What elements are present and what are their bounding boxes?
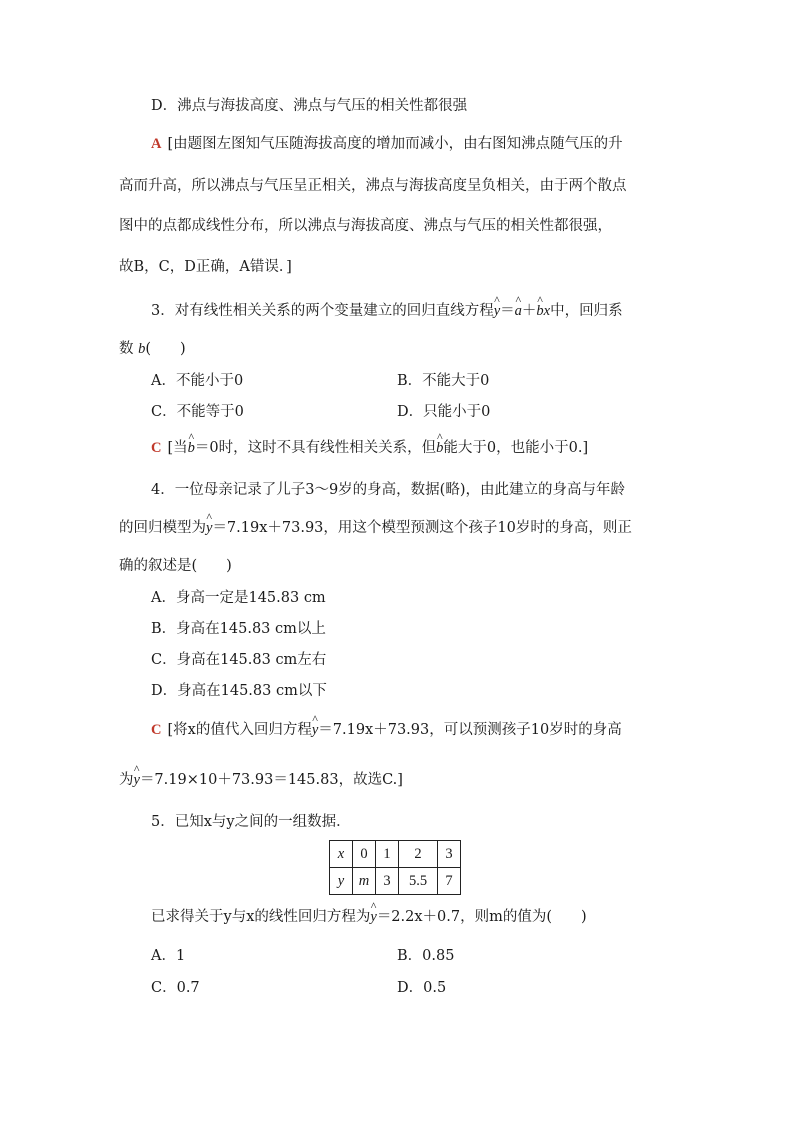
q3-a-hat: ^ a xyxy=(515,301,522,321)
q3-explanation-b2: ^ b xyxy=(436,438,443,458)
q4-stem-line1: 4．一位母亲记录了儿子3～9岁的身高，数据(略)，由此建立的身高与年龄 xyxy=(151,482,625,498)
q2-explanation-text1: [由题图左图知气压随海拔高度的增加而减小，由右图知沸点随气压的升 xyxy=(167,136,623,152)
q3-option-a: A．不能小于0 xyxy=(151,373,244,389)
q4-stem-line2-prefix: 的回归模型为 xyxy=(119,520,206,536)
q3-explanation-mid: ＝0时，这时不具有线性相关关系，但 xyxy=(194,440,437,456)
q3-y-hat: ^ y xyxy=(494,301,500,321)
q4-explanation-line2-y-hat: ^ y xyxy=(134,770,140,790)
q4-answer-letter: C xyxy=(151,722,162,738)
table-cell: 0 xyxy=(353,841,376,868)
table-cell: x xyxy=(330,841,353,868)
table-cell: m xyxy=(353,868,376,895)
q4-y-hat: ^ y xyxy=(206,518,212,538)
q4-stem-line2 xyxy=(119,518,632,538)
q5-option-a: A．1 xyxy=(151,948,186,964)
q5-option-c: C．0.7 xyxy=(151,980,200,996)
table-cell: 2 xyxy=(399,841,438,868)
q3-b-var: b xyxy=(138,341,146,357)
q4-option-a: A．身高一定是145.83 cm xyxy=(151,590,326,606)
q4-option-b: B．身高在145.83 cm以上 xyxy=(151,621,326,637)
q3-x: x xyxy=(543,303,551,319)
q3-explanation-prefix: [当 xyxy=(167,440,188,456)
q5-question-formula: ＝2.2x＋0.7，则m的值为( ) xyxy=(376,909,587,925)
q3-option-c: C．不能等于0 xyxy=(151,404,244,420)
table-cell: 7 xyxy=(438,868,461,895)
q3-explanation xyxy=(151,438,588,458)
q3-stem-suffix: 中，回归系 xyxy=(550,303,623,319)
q4-explanation-line2-formula: ＝7.19×10＋73.93＝145.83，故选C.] xyxy=(139,772,403,788)
q5-option-d: D．0.5 xyxy=(397,980,447,996)
q2-explanation-line4: 故B，C，D正确，A错误．] xyxy=(119,259,292,275)
q4-stem-line2-formula: ＝7.19x＋73.93，用这个模型预测这个孩子10岁时的身高，则正 xyxy=(212,520,632,536)
q3-stem-line2-prefix: 数 xyxy=(119,341,134,357)
q3-plus: ＋ xyxy=(521,303,537,319)
q2-explanation-line2: 高而升高，所以沸点与气压呈正相关，沸点与海拔高度呈负相关，由于两个散点 xyxy=(119,178,627,194)
q4-explanation-line2 xyxy=(119,770,403,790)
q3-explanation-b1: ^ b xyxy=(188,438,195,458)
q3-stem-line2 xyxy=(119,339,186,359)
q5-question-prefix: 已求得关于y与x的线性回归方程为 xyxy=(151,909,371,925)
q3-option-d: D．只能小于0 xyxy=(397,404,491,420)
q5-y-hat: ^ y xyxy=(370,907,376,927)
q3-stem-line2-suffix: ( ) xyxy=(145,341,186,357)
q2-explanation-line3: 图中的点都成线性分布，所以沸点与海拔高度、沸点与气压的相关性都很强， xyxy=(119,218,612,234)
q3-eq: ＝ xyxy=(500,303,515,319)
q4-explanation-y-hat: ^ y xyxy=(312,720,318,740)
table-cell: 3 xyxy=(438,841,461,868)
table-row xyxy=(330,868,461,895)
q5-option-b: B．0.85 xyxy=(397,948,455,964)
q5-stem: 5．已知x与y之间的一组数据． xyxy=(151,814,351,830)
q2-option-d: D．沸点与海拔高度、沸点与气压的相关性都很强 xyxy=(151,98,468,114)
q3-stem-line1 xyxy=(151,301,623,321)
q4-explanation-line2-prefix: 为 xyxy=(119,772,134,788)
q5-question xyxy=(151,907,587,927)
q3-option-b: B．不能大于0 xyxy=(397,373,490,389)
table-cell: 5.5 xyxy=(399,868,438,895)
table-cell: 3 xyxy=(376,868,399,895)
q2-answer-letter: A xyxy=(151,136,162,152)
q4-explanation-line1 xyxy=(151,720,622,740)
q3-b-hat: ^ b xyxy=(536,301,543,321)
q4-explanation-prefix: [将x的值代入回归方程 xyxy=(167,722,312,738)
q3-stem-prefix: 3．对有线性相关关系的两个变量建立的回归直线方程 xyxy=(151,303,494,319)
q3-explanation-suffix: 能大于0，也能小于0.] xyxy=(443,440,589,456)
q4-stem-line3: 确的叙述是( ) xyxy=(119,558,232,574)
table-cell: y xyxy=(330,868,353,895)
table-row xyxy=(330,841,461,868)
q4-option-d: D．身高在145.83 cm以下 xyxy=(151,683,327,699)
q4-explanation-formula: ＝7.19x＋73.93，可以预测孩子10岁时的身高 xyxy=(318,722,622,738)
q3-answer-letter: C xyxy=(151,440,162,456)
q5-data-table xyxy=(329,840,461,895)
q4-option-c: C．身高在145.83 cm左右 xyxy=(151,652,327,668)
q2-explanation-line1 xyxy=(151,134,623,154)
table-cell: 1 xyxy=(376,841,399,868)
